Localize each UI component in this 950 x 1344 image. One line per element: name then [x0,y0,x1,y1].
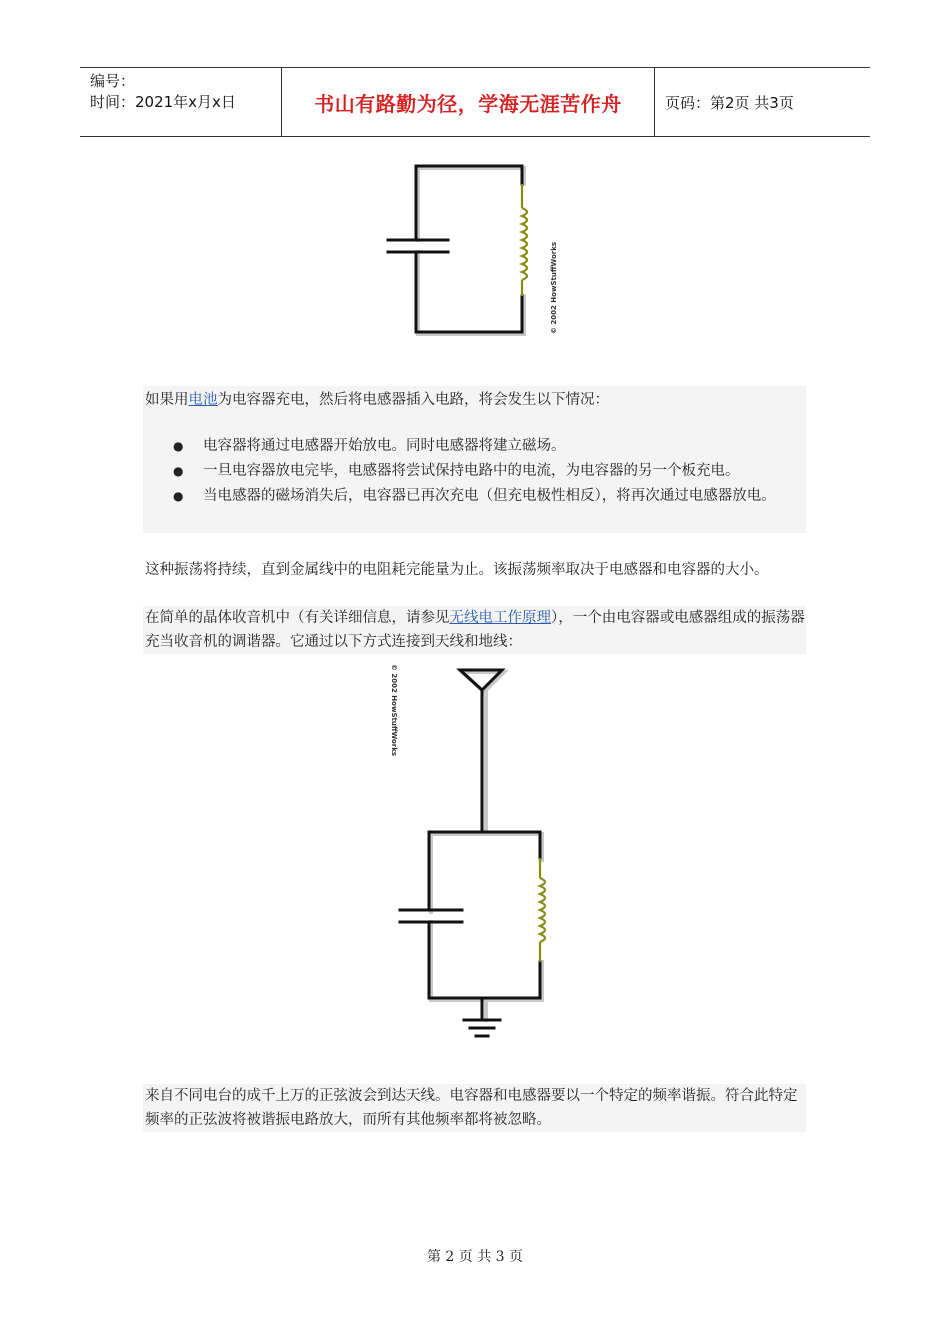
paragraph1-text-start: 如果用 [145,392,189,408]
number-label: 编号： [90,72,136,90]
page-footer: 第 2 页 共 3 页 [426,1249,524,1265]
resonance-block [143,1084,806,1132]
battery-link[interactable]: 电池 [188,392,218,408]
list-item: ● 电容器将通过电感器开始放电。同时电感器将建立磁场。 [173,434,803,458]
list-item: ● 当电感器的磁场消失后，电容器已再次充电（但充电极性相反），将再次通过电感器放电。 [173,484,803,508]
antenna-circuit-diagram [392,660,562,1050]
list-item: ● 一旦电容器放电完毕，电感器将尝试保持电路中的电流，为电容器的另一个板充电。 [173,459,803,483]
paragraph-crystal-radio [143,606,806,654]
explanation-block [143,386,806,533]
paragraph3-text-end: ），一个由电容器或电感器组成的振荡器充当收音机的调谐器。它通过以下方式连接到天线和地线： [145,610,805,650]
resonance-paragraph: 来自不同电台的成千上万的正弦波会到达天线。电容器和电感器要以一个特定的频率谐振。符合此特定频率的正弦波将被谐振电路放大，而所有其他频率都将被忽略。 [145,1088,798,1128]
figure1-copyright: © 2002 HowStuffWorks [550,241,559,335]
oscillation-steps-list [173,434,803,509]
bullet-icon: ● [173,439,184,453]
oscillation-paragraph: 这种振荡将持续，直到金属线中的电阻耗完能量为止。该振荡频率取决于电感器和电容器的大小。 [145,562,769,578]
bullet-icon: ● [173,489,184,503]
paragraph-battery [145,388,609,412]
header-page-label: 页码：第2页 共3页 [665,93,794,112]
paragraph1-text-end: 为电容器充电，然后将电感器插入电路，将会发生以下情况： [217,392,609,408]
time-label: 时间：2021年x月x日 [90,93,236,111]
crystal-radio-block [143,606,806,654]
radio-principle-link[interactable]: 无线电工作原理 [449,610,551,626]
bullet-icon: ● [173,464,184,478]
antenna-circuit-figure [392,660,562,1050]
paragraph3-text-start: 在简单的晶体收音机中（有关详细信息，请参见 [145,610,450,626]
figure2-copyright: © 2002 HowStuffWorks [390,663,399,757]
header-motto: 书山有路勤为径，学海无涯苦作舟 [282,68,655,136]
header-info-cell [80,68,282,136]
page-header [80,67,870,137]
